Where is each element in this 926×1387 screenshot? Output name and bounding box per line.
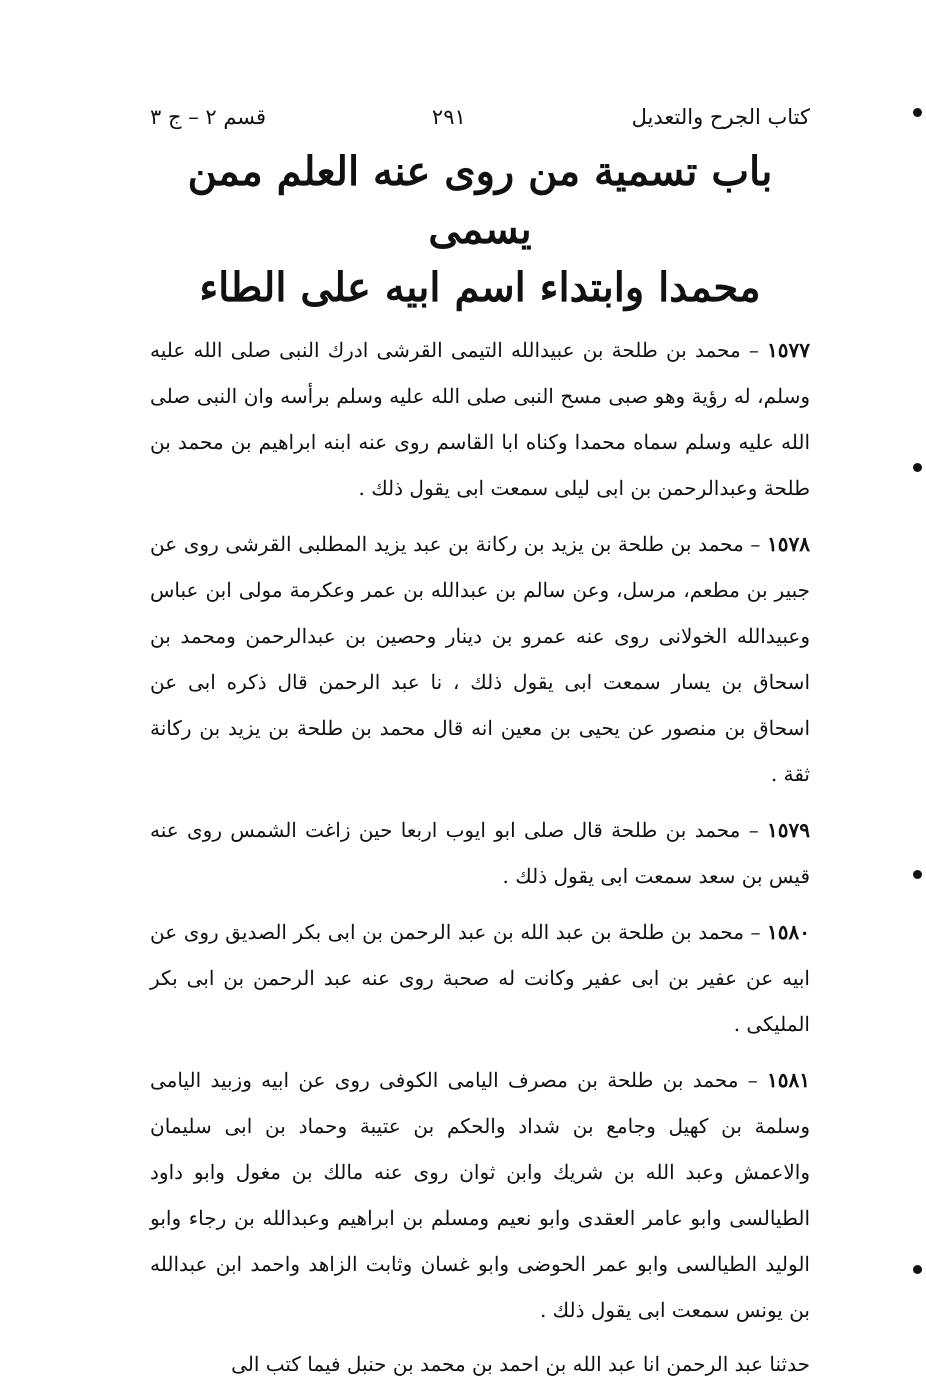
margin-dot-mark <box>913 108 922 117</box>
document-page <box>150 95 810 1387</box>
entry-text: – محمد بن طلحة بن مصرف اليامى الكوفى روى عن ابيه وزبيد اليامى وسلمة بن كهيل وجامع بن شداد والحكم بن عتيبة وحماد بن ابى سليمان والاعمش وعبد الله بن شريك وابن ثوان روى عنه مالك بن مغول وابو داود الطيالسى وابو عامر العقدى وابو نعيم ومسلم بن ابراهيم وعبدالله بن رجاء وابو الوليد الطيالسى وابو عمر الحوضى وابو غسان وثابت الزاهد واحمد ابن عبدالله بن يونس سمعت ابى يقول ذلك . <box>150 1068 810 1322</box>
chapter-heading <box>150 143 810 317</box>
running-head <box>150 95 810 139</box>
closing-line: حدثنا عبد الرحمن انا عبد الله بن احمد بن محمد بن حنبل فيما كتب الى <box>231 1352 810 1376</box>
entry-text: – محمد بن طلحة بن عبيدالله التيمى القرشى ادرك النبى صلى الله عليه وسلم، له رؤية وهو صبى مسح النبى صلى الله عليه وسلم برأسه وان النبى صلى الله عليه وسلم سماه محمدا وكناه ابا القاسم روى عنه ابنه ابراهيم بن محمد بن طلحة وعبدالرحمن بن ابى ليلى سمعت ابى يقول ذلك . <box>150 338 810 500</box>
entry-number: ١٥٨١ <box>767 1068 811 1092</box>
entry-1580 <box>150 909 810 1047</box>
entry-text: – محمد بن طلحة بن عبد الله بن عبد الرحمن بن ابى بكر الصديق روى عن ابيه عن عفير بن ابى عفير وكانت له صحبة روى عنه عبد الرحمن بن ابى بكر المليكى . <box>150 920 810 1036</box>
entry-1578 <box>150 521 810 797</box>
entry-1581 <box>150 1057 810 1333</box>
entry-text: – محمد بن طلحة قال صلى ابو ايوب اربعا حين زاغت الشمس روى عنه قيس بن سعد سمعت ابى يقول ذلك . <box>150 818 810 888</box>
chapter-heading-line-1: باب تسمية من روى عنه العلم ممن يسمى <box>187 148 773 253</box>
page-number: ٢٩١ <box>431 105 466 129</box>
margin-dot-mark <box>913 1265 922 1274</box>
entry-1577 <box>150 327 810 511</box>
entry-number: ١٥٨٠ <box>767 920 810 944</box>
entry-1579 <box>150 807 810 899</box>
chapter-heading-line-2: محمدا وابتداء اسم ابيه على الطاء <box>199 264 761 311</box>
volume-label: قسم ٢ – ج ٣ <box>150 105 267 129</box>
margin-dot-mark <box>913 463 922 472</box>
entry-text: – محمد بن طلحة بن يزيد بن ركانة بن عبد يزيد المطلبى القرشى روى عن جبير بن مطعم، مرسل، وعن سالم بن عبدالله بن عمر وعكرمة مولى ابن عباس وعبيدالله الخولانى روى عنه عمرو بن دينار وحصين بن عبدالرحمن ومحمد بن اسحاق بن يسار سمعت ابى يقول ذلك ، نا عبد الرحمن قال ذكره ابى عن اسحاق بن منصور عن يحيى بن معين انه قال محمد بن طلحة بن يزيد بن ركانة ثقة . <box>150 532 811 786</box>
entry-number: ١٥٧٨ <box>767 532 810 556</box>
entry-number: ١٥٧٧ <box>767 338 811 362</box>
entry-number: ١٥٧٩ <box>767 818 810 842</box>
margin-dot-mark <box>913 870 922 879</box>
book-title: كتاب الجرح والتعديل <box>631 105 810 129</box>
